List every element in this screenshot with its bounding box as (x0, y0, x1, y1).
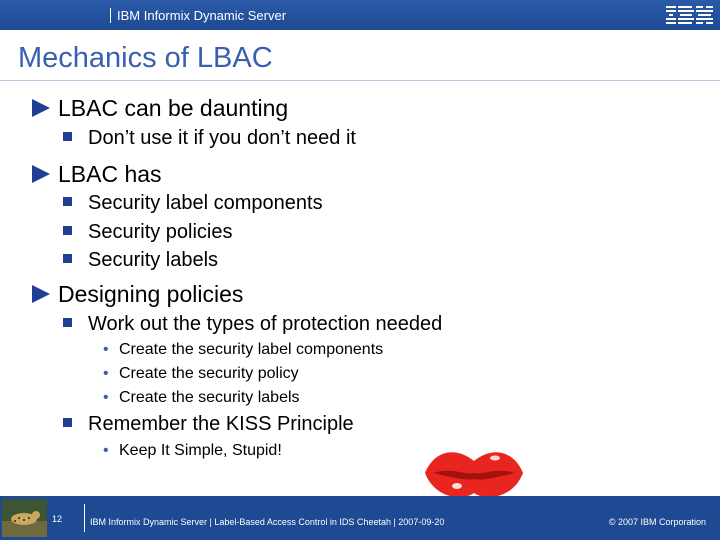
bullet-level3 (103, 389, 300, 407)
title-divider (0, 80, 720, 81)
dot-bullet-icon: • (103, 341, 109, 358)
bullet-text: Security labels (88, 249, 219, 271)
bullet-text: LBAC has (58, 161, 162, 187)
bullet-text: Create the security policy (119, 365, 299, 382)
footer-bar (0, 496, 720, 540)
lips-image (421, 443, 527, 503)
triangle-bullet-icon (32, 99, 50, 117)
bullet-level1 (32, 161, 162, 188)
bullet-level2 (63, 192, 323, 215)
bullet-text: Security policies (88, 221, 233, 243)
bullet-level2 (63, 413, 354, 436)
dot-bullet-icon: • (103, 365, 109, 382)
bullet-text: LBAC can be daunting (58, 95, 289, 121)
bullet-text: Designing policies (58, 281, 244, 307)
bullet-level3 (103, 341, 383, 359)
bullet-text: Security label components (88, 192, 323, 214)
bullet-level1 (32, 95, 288, 122)
bullet-level1 (32, 281, 243, 308)
square-bullet-icon (63, 418, 72, 427)
square-bullet-icon (63, 226, 72, 235)
footer-divider (84, 504, 85, 532)
cheetah-image (2, 499, 47, 537)
bullet-level3 (103, 365, 299, 383)
copyright-text: © 2007 IBM Corporation (608, 517, 706, 527)
bullet-level3 (103, 442, 282, 460)
header-title: IBM Informix Dynamic Server (110, 8, 286, 23)
header-bar (0, 0, 720, 30)
square-bullet-icon (63, 132, 72, 141)
bullet-text: Don’t use it if you don’t need it (88, 127, 356, 149)
bullet-level2 (63, 313, 442, 336)
square-bullet-icon (63, 197, 72, 206)
ibm-logo (666, 4, 714, 26)
square-bullet-icon (63, 318, 72, 327)
slide-title: Mechanics of LBAC (18, 42, 273, 74)
bullet-text: Keep It Simple, Stupid! (119, 442, 282, 459)
footer-text: IBM Informix Dynamic Server | Label-Based Access Control in IDS Cheetah | 2007-09-20 (90, 517, 445, 527)
bullet-text: Create the security label components (119, 341, 384, 358)
square-bullet-icon (63, 254, 72, 263)
dot-bullet-icon: • (103, 389, 109, 406)
page-number: 12 (52, 514, 63, 524)
bullet-level2 (63, 249, 218, 272)
bullet-level2 (63, 221, 233, 244)
triangle-bullet-icon (32, 285, 50, 303)
bullet-level2 (63, 127, 356, 150)
triangle-bullet-icon (32, 165, 50, 183)
bullet-text: Create the security labels (119, 389, 300, 406)
dot-bullet-icon: • (103, 442, 109, 459)
bullet-text: Work out the types of protection needed (88, 313, 443, 335)
bullet-text: Remember the KISS Principle (88, 413, 354, 435)
